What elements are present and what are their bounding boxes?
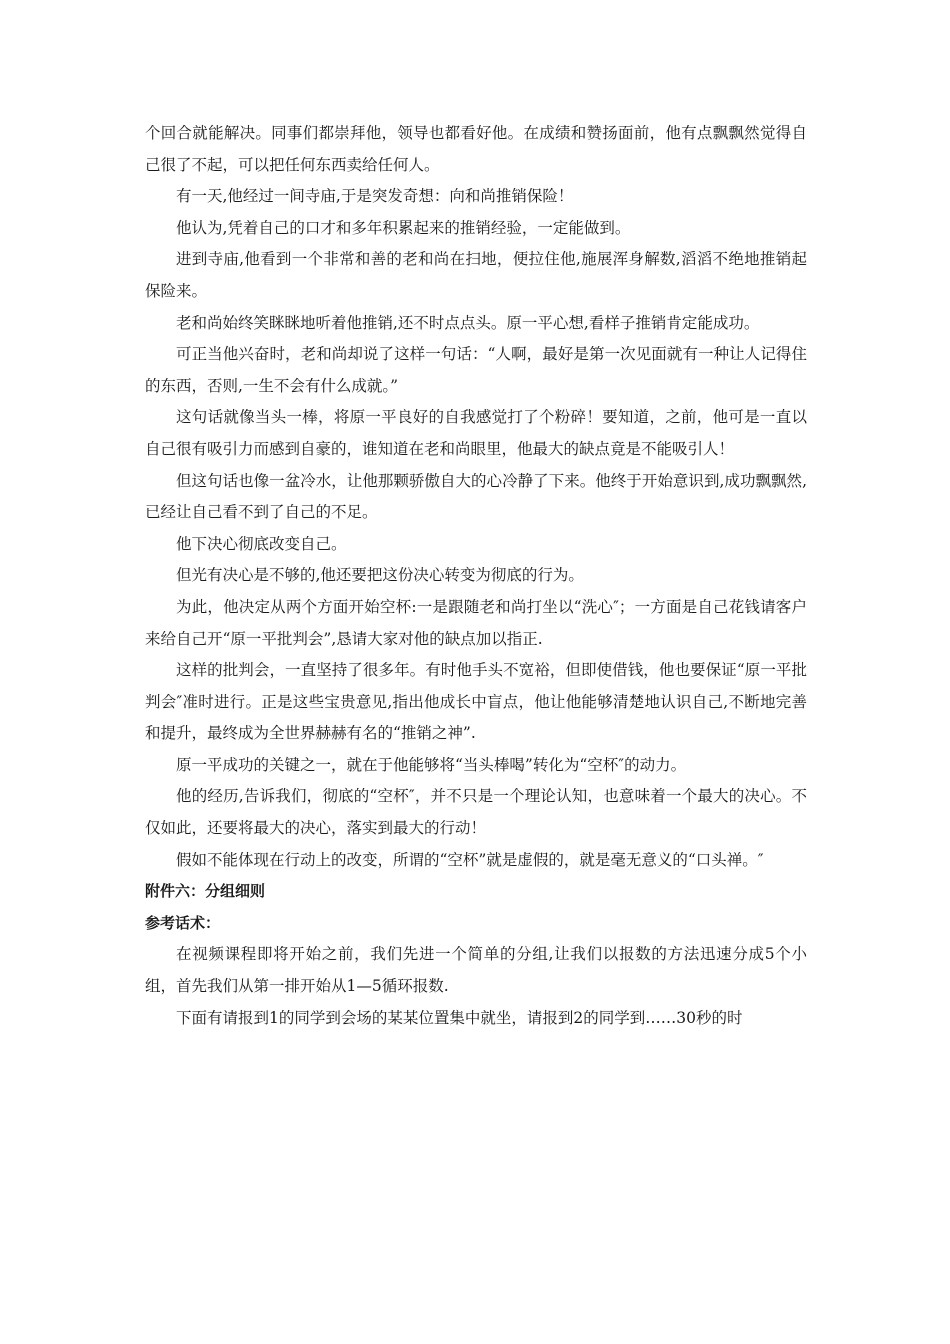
section-heading-appendix-six: 附件六：分组细则 <box>145 882 266 901</box>
paragraph-12: 这样的批判会，一直坚持了很多年。有时他手头不宽裕，但即使借钱，他也要保证“原一平批判会″准时进行。正是这些宝贵意见,指出他成长中盲点，他让他能够清楚地认识自己,不断地完善和提升，最终成为全世界赫赫有名的“推销之神”. <box>145 661 807 743</box>
paragraph-7: 这句话就像当头一棒，将原一平良好的自我感觉打了个粉碎！要知道，之前，他可是一直以自己很有吸引力而感到自豪的，谁知道在老和尚眼里，他最大的缺点竟是不能吸引人！ <box>145 408 807 458</box>
paragraph-3: 他认为,凭着自己的口才和多年积累起来的推销经验，一定能做到。 <box>176 218 631 237</box>
paragraph-1: 个回合就能解决。同事们都崇拜他，领导也都看好他。在成绩和赞扬面前，他有点飘飘然觉得自己很了不起，可以把任何东西卖给任何人。 <box>145 124 807 174</box>
paragraph-14: 他的经历,告诉我们，彻底的“空杯″，并不只是一个理论认知，也意味着一个最大的决心。不仅如此，还要将最大的决心，落实到最大的行动！ <box>145 787 807 838</box>
paragraph-10: 但光有决心是不够的,他还要把这份决心转变为彻底的行为。 <box>176 566 584 585</box>
paragraph-5: 老和尚始终笑眯眯地听着他推销,还不时点点头。原一平心想,看样子推销肯定能成功。 <box>176 313 760 332</box>
paragraph-9: 他下决心彻底改变自己。 <box>176 534 347 553</box>
paragraph-19: 下面有请报到1的同学到会场的某某位置集中就坐，请报到2的同学到……30秒的时 <box>176 1008 743 1027</box>
paragraph-4: 进到寺庙,他看到一个非常和善的老和尚在扫地，便拉住他,施展浑身解数,滔滔不绝地推销起保险来。 <box>145 250 807 300</box>
document-body <box>145 118 807 1034</box>
paragraph-2: 有一天,他经过一间寺庙,于是突发奇想：向和尚推销保险！ <box>176 187 574 206</box>
paragraph-6: 可正当他兴奋时，老和尚却说了这样一句话：“人啊，最好是第一次见面就有一种让人记得住的东西，否则,一生不会有什么成就。” <box>145 345 807 395</box>
paragraph-15: 假如不能体现在行动上的改变，所谓的“空杯”就是虚假的，就是毫无意义的“口头禅。″ <box>176 850 764 869</box>
section-heading-reference-script: 参考话术： <box>145 913 221 932</box>
paragraph-18: 在视频课程即将开始之前，我们先进一个简单的分组,让我们以报数的方法迅速分成5个小组，首先我们从第一排开始从1—5循环报数. <box>145 945 807 996</box>
paragraph-11: 为此，他决定从两个方面开始空杯:一是跟随老和尚打坐以“洗心″；一方面是自己花钱请客户来给自己开“原一平批判会”,恳请大家对他的缺点加以指正. <box>145 597 807 648</box>
paragraph-8: 但这句话也像一盆冷水，让他那颗骄傲自大的心冷静了下来。他终于开始意识到,成功飘飘然,已经让自己看不到了自己的不足。 <box>145 471 807 522</box>
paragraph-13: 原一平成功的关键之一，就在于他能够将“当头棒喝”转化为“空杯″的动力。 <box>176 755 687 774</box>
